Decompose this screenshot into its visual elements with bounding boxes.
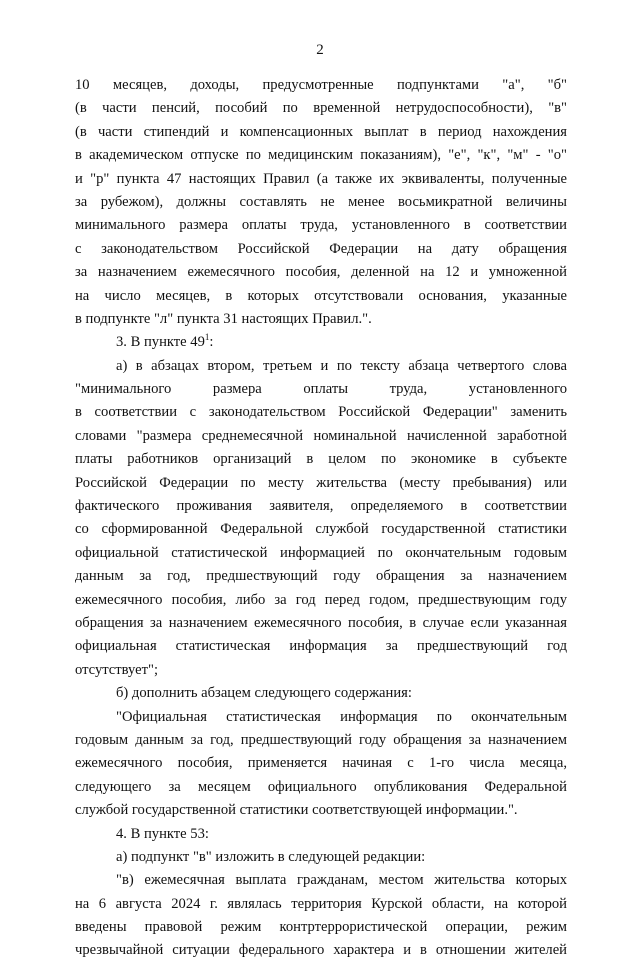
text-line-content: "Официальная статистическая информация по окончательным: [116, 708, 567, 725]
text-line-content: за назначением ежемесячного пособия, деленной на 12 и умноженной: [75, 264, 567, 281]
text-line-content: словами "размера среднемесячной номинальной начисленной заработной: [75, 427, 567, 444]
text-line-content: за рубежом), должны составлять не менее восьмикратной величины: [75, 193, 567, 210]
text-line-content: на число месяцев, в которых отсутствовали основания, указанные: [75, 287, 567, 304]
text-line-content: официальная статистическая информация за предшествующий год: [75, 638, 567, 655]
text-line-content: минимального размера оплаты труда, установленного в соответствии: [75, 217, 567, 234]
text-line: [75, 589, 567, 612]
document-body: [75, 74, 567, 963]
text-line: [75, 121, 567, 144]
text-line-content: службой государственной статистики соответствующей информации.".: [75, 802, 518, 819]
text-line-content: данным за год, предшествующий году обращения за назначением: [75, 568, 567, 585]
text-line: [75, 612, 567, 635]
text-line: [75, 495, 567, 518]
text-line: [75, 893, 567, 916]
text-line: [75, 823, 567, 846]
text-line: [75, 378, 567, 401]
text-line: [75, 635, 567, 658]
text-line: [75, 191, 567, 214]
text-line: [75, 799, 567, 822]
text-line: [75, 401, 567, 424]
text-line: [75, 214, 567, 237]
text-line: [75, 916, 567, 939]
text-line-content: б) дополнить абзацем следующего содержания:: [116, 685, 412, 702]
text-line: [75, 238, 567, 261]
text-line: [75, 168, 567, 191]
text-line-tail: :: [209, 334, 214, 351]
text-line: [75, 659, 567, 682]
text-line-content: "минимального размера оплаты труда, установленного: [75, 381, 567, 398]
text-line-content: (в части стипендий и компенсационных выплат в период нахождения: [75, 123, 567, 140]
text-line: [75, 74, 567, 97]
text-line: [75, 682, 567, 705]
text-line: [75, 144, 567, 167]
text-line-content: с законодательством Российской Федерации на дату обращения: [75, 240, 567, 257]
text-line-content: платы работников организаций в целом по экономике в субъекте: [75, 451, 567, 468]
text-line-content: 4. В пункте 53:: [116, 825, 209, 842]
text-line-content: а) подпункт "в" изложить в следующей редакции:: [116, 848, 426, 865]
page-number: 2: [316, 42, 324, 58]
text-line-content: и "р" пункта 47 настоящих Правил (а также их эквиваленты, полученные: [75, 170, 567, 187]
text-line: [75, 425, 567, 448]
text-line: [75, 331, 567, 354]
text-line-content: отсутствует";: [75, 661, 159, 678]
text-line-content: введены правовой режим контртеррористической операции, режим: [75, 919, 567, 936]
text-line: [75, 542, 567, 565]
text-line: [75, 565, 567, 588]
text-line: [75, 448, 567, 471]
text-line: [75, 776, 567, 799]
superscript: 1: [204, 332, 210, 343]
text-line-content: "в) ежемесячная выплата гражданам, местом жительства которых: [116, 872, 567, 889]
text-line: [75, 518, 567, 541]
text-line-content: ежемесячного пособия, либо за год перед годом, предшествующим году: [75, 591, 567, 608]
text-line-content: 3. В пункте 49: [116, 334, 205, 351]
text-line: [75, 308, 567, 331]
text-line-content: (в части пенсий, пособий по временной нетрудоспособности), "в": [75, 100, 567, 117]
text-line-content: годовым данным за год, предшествующий году обращения за назначением: [75, 731, 567, 748]
text-line: [75, 355, 567, 378]
text-line: [75, 261, 567, 284]
text-line-content: в соответствии с законодательством Российской Федерации" заменить: [75, 404, 567, 421]
text-line: [75, 285, 567, 308]
text-line: [75, 729, 567, 752]
text-line-content: а) в абзацах втором, третьем и по тексту абзаца четвертого слова: [116, 357, 567, 374]
text-line: [75, 472, 567, 495]
text-line-content: фактического проживания заявителя, определяемого в соответствии: [75, 498, 567, 515]
text-line: [75, 706, 567, 729]
text-line: [75, 939, 567, 962]
text-line-content: Российской Федерации по месту жительства (месту пребывания) или: [75, 474, 567, 491]
text-line: [75, 97, 567, 120]
text-line-content: ежемесячного пособия, применяется начиная с 1-го числа месяца,: [75, 755, 567, 772]
text-line-content: в подпункте "л" пункта 31 настоящих Правил.".: [75, 310, 372, 327]
text-line-content: 10 месяцев, доходы, предусмотренные подпунктами "а", "б": [75, 77, 567, 93]
text-line: [75, 846, 567, 869]
text-line-content: официальной статистической информацией по окончательным годовым: [75, 544, 567, 561]
text-line-content: на 6 августа 2024 г. являлась территория Курской области, на которой: [75, 895, 567, 912]
text-line-content: чрезвычайной ситуации федерального характера и в отношении жителей: [75, 942, 567, 959]
text-line-content: в академическом отпуске по медицинским показаниям), "е", "к", "м" - "о": [75, 147, 567, 164]
text-line-content: следующего за месяцем официального опубликования Федеральной: [75, 778, 567, 795]
text-line-content: со сформированной Федеральной службой государственной статистики: [75, 521, 567, 538]
text-line-content: обращения за назначением ежемесячного пособия, в случае если указанная: [75, 614, 567, 631]
text-line: [75, 869, 567, 892]
text-line: [75, 752, 567, 775]
